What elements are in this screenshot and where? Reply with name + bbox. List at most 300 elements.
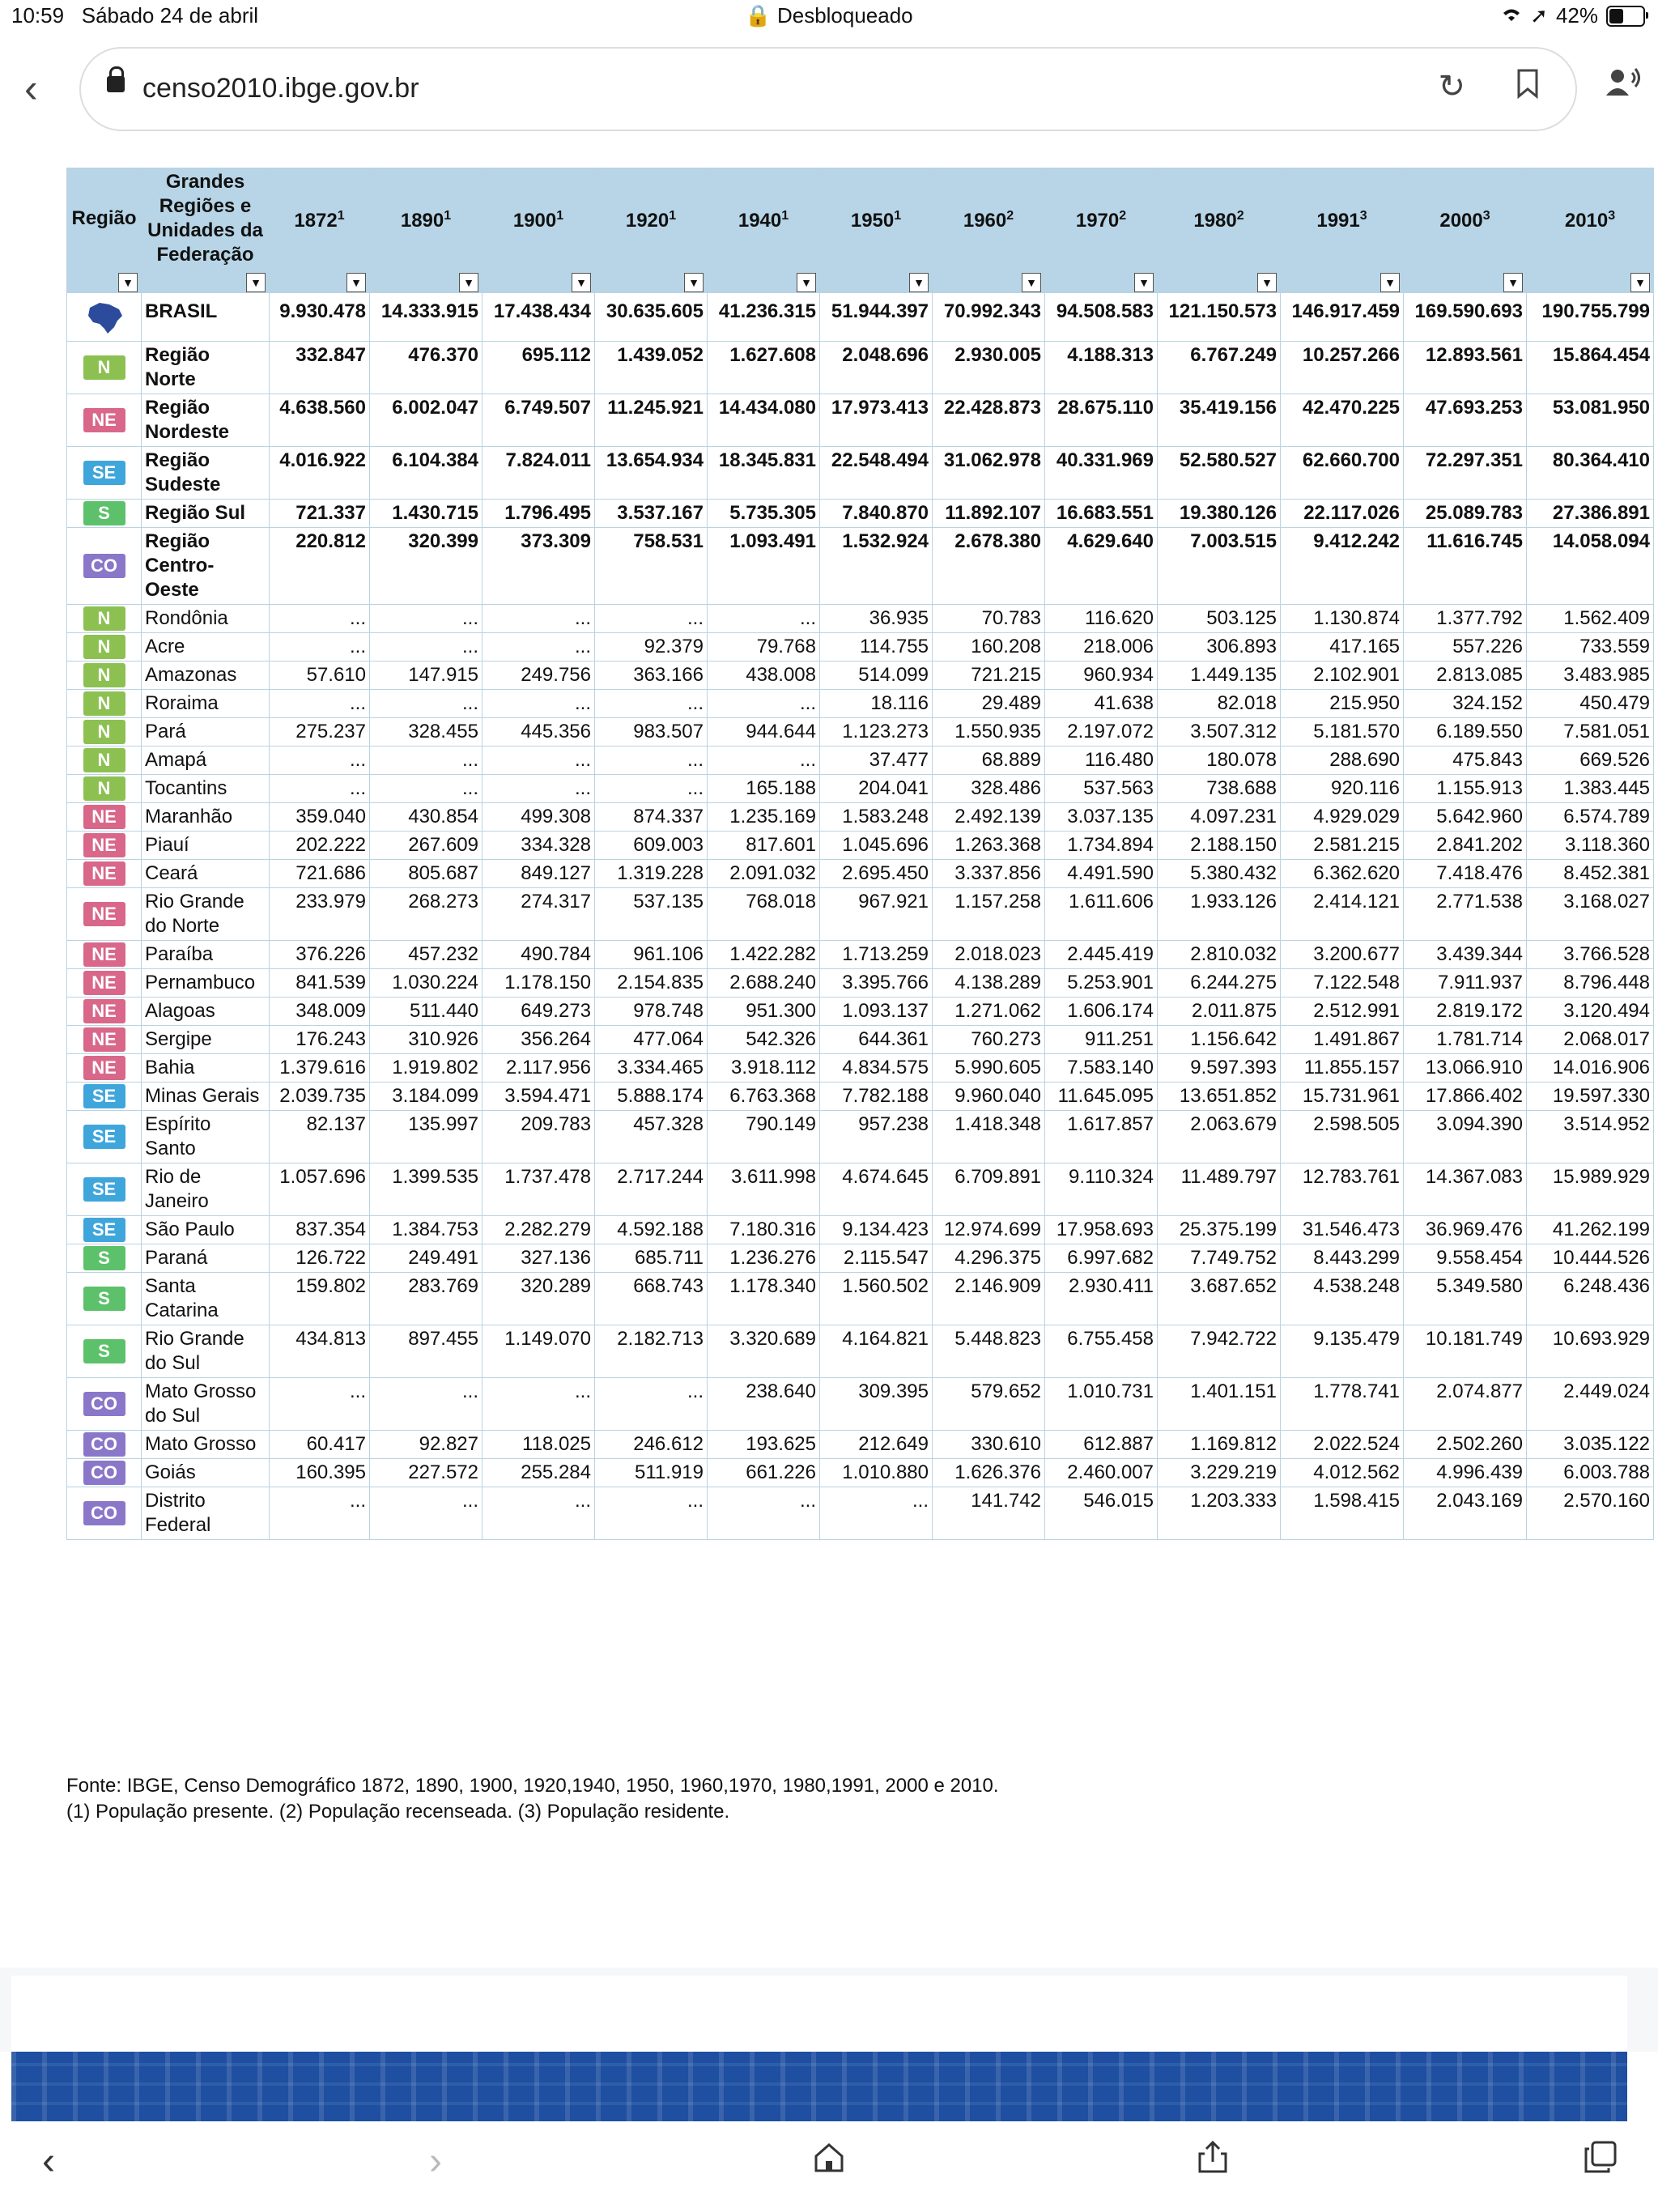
status-bar — [0, 0, 1658, 34]
population-value: 2.117.956 — [483, 1054, 595, 1083]
region-badge: NE — [83, 805, 125, 829]
table-row — [67, 803, 1654, 832]
region-name: Rio de Janeiro — [142, 1163, 270, 1216]
region-cell — [67, 1431, 142, 1459]
population-value: 951.300 — [708, 998, 820, 1026]
population-value: 6.709.891 — [933, 1163, 1045, 1216]
population-value: 176.243 — [270, 1026, 370, 1054]
table-row — [67, 528, 1654, 605]
population-value: 6.003.788 — [1527, 1459, 1654, 1487]
table-row — [67, 1244, 1654, 1273]
population-value: 434.813 — [270, 1325, 370, 1378]
population-value: 118.025 — [483, 1431, 595, 1459]
filter-dropdown-icon[interactable]: ▼ — [909, 273, 929, 292]
population-value: 288.690 — [1281, 747, 1404, 775]
region-badge: NE — [83, 942, 125, 967]
population-value: 2.102.901 — [1281, 661, 1404, 690]
population-value: 2.182.713 — [595, 1325, 708, 1378]
population-value: 4.996.439 — [1404, 1459, 1527, 1487]
population-value: 3.611.998 — [708, 1163, 820, 1216]
population-value: 3.439.344 — [1404, 941, 1527, 969]
table-row — [67, 1325, 1654, 1378]
population-value: 4.592.188 — [595, 1216, 708, 1244]
population-value: 238.640 — [708, 1378, 820, 1431]
population-value: 27.386.891 — [1527, 500, 1654, 528]
population-value: 204.041 — [820, 775, 933, 803]
filter-cell — [1045, 270, 1158, 293]
table-row — [67, 1216, 1654, 1244]
population-value: 92.827 — [370, 1431, 483, 1459]
population-value: 542.326 — [708, 1026, 820, 1054]
population-value: 911.251 — [1045, 1026, 1158, 1054]
population-value: 4.629.640 — [1045, 528, 1158, 605]
reader-voice-icon[interactable] — [1605, 66, 1642, 107]
population-value: ... — [483, 747, 595, 775]
population-value: 1.093.491 — [708, 528, 820, 605]
population-value: ... — [370, 605, 483, 633]
population-value: 359.040 — [270, 803, 370, 832]
population-value: 31.062.978 — [933, 447, 1045, 500]
population-value: 1.236.276 — [708, 1244, 820, 1273]
tabs-icon[interactable] — [1583, 2139, 1618, 2184]
region-cell — [67, 1459, 142, 1487]
region-badge: SE — [83, 1218, 125, 1242]
table-row — [67, 342, 1654, 394]
filter-cell — [933, 270, 1045, 293]
population-value: 10.181.749 — [1404, 1325, 1527, 1378]
population-value: 1.598.415 — [1281, 1487, 1404, 1540]
filter-cell — [708, 270, 820, 293]
region-name: Rondônia — [142, 605, 270, 633]
population-value: 121.150.573 — [1158, 293, 1281, 342]
filter-dropdown-icon[interactable]: ▼ — [1503, 273, 1523, 292]
region-cell — [67, 394, 142, 447]
region-badge: N — [83, 748, 125, 772]
population-value: 11.645.095 — [1045, 1083, 1158, 1111]
region-name: Espírito Santo — [142, 1111, 270, 1163]
population-value: 6.997.682 — [1045, 1244, 1158, 1273]
population-value: 2.011.875 — [1158, 998, 1281, 1026]
filter-dropdown-icon[interactable]: ▼ — [1630, 273, 1650, 292]
table-row — [67, 1111, 1654, 1163]
population-value: 3.687.652 — [1158, 1273, 1281, 1325]
population-value: 7.581.051 — [1527, 718, 1654, 747]
col-header-year: 1940$^1$ — [708, 168, 820, 270]
population-value: 2.445.419 — [1045, 941, 1158, 969]
population-value: 1.157.258 — [933, 888, 1045, 941]
population-value: 7.824.011 — [483, 447, 595, 500]
population-value: 159.802 — [270, 1273, 370, 1325]
population-value: 3.184.099 — [370, 1083, 483, 1111]
population-value: 3.483.985 — [1527, 661, 1654, 690]
population-value: 1.178.340 — [708, 1273, 820, 1325]
population-value: 363.166 — [595, 661, 708, 690]
filter-dropdown-icon[interactable]: ▼ — [246, 273, 266, 292]
population-value: 22.548.494 — [820, 447, 933, 500]
population-value: 283.769 — [370, 1273, 483, 1325]
col-header-year: 1970$^2$ — [1045, 168, 1158, 270]
population-value: ... — [370, 1378, 483, 1431]
population-value: 3.035.122 — [1527, 1431, 1654, 1459]
population-value: 3.507.312 — [1158, 718, 1281, 747]
region-cell — [67, 1244, 142, 1273]
region-name: Minas Gerais — [142, 1083, 270, 1111]
col-header-grandes-regioes: Grandes Regiões e Unidades da Federação — [142, 168, 270, 270]
population-value: 328.455 — [370, 718, 483, 747]
population-value: 10.693.929 — [1527, 1325, 1654, 1378]
population-value: 557.226 — [1404, 633, 1527, 661]
population-value: 457.232 — [370, 941, 483, 969]
col-header-year: 1900$^1$ — [483, 168, 595, 270]
population-value: 721.337 — [270, 500, 370, 528]
population-value: 116.480 — [1045, 747, 1158, 775]
region-name: Maranhão — [142, 803, 270, 832]
population-value: ... — [270, 775, 370, 803]
population-value: 438.008 — [708, 661, 820, 690]
region-badge: SE — [83, 461, 125, 485]
filter-cell — [67, 270, 142, 293]
population-value: 1.155.913 — [1404, 775, 1527, 803]
population-value: 4.491.590 — [1045, 860, 1158, 888]
region-cell — [67, 1083, 142, 1111]
population-value: 14.367.083 — [1404, 1163, 1527, 1216]
population-value: 2.813.085 — [1404, 661, 1527, 690]
population-value: 18.116 — [820, 690, 933, 718]
population-value: ... — [270, 1487, 370, 1540]
population-value: 373.309 — [483, 528, 595, 605]
region-badge: S — [83, 501, 125, 525]
population-value: 1.169.812 — [1158, 1431, 1281, 1459]
filter-dropdown-icon[interactable]: ▼ — [346, 273, 366, 292]
population-value: 2.018.023 — [933, 941, 1045, 969]
population-value: 14.333.915 — [370, 293, 483, 342]
population-value: 2.819.172 — [1404, 998, 1527, 1026]
region-name: Região Sudeste — [142, 447, 270, 500]
population-value: 499.308 — [483, 803, 595, 832]
region-name: BRASIL — [142, 293, 270, 342]
region-name: Goiás — [142, 1459, 270, 1487]
footnote-legend: (1) População presente. (2) População recenseada. (3) População residente. — [66, 1801, 730, 1823]
table-footnote — [66, 1773, 999, 1825]
population-value: 6.002.047 — [370, 394, 483, 447]
population-value: 477.064 — [595, 1026, 708, 1054]
population-value: 10.257.266 — [1281, 342, 1404, 394]
wifi-icon — [1501, 3, 1522, 28]
population-value: 2.146.909 — [933, 1273, 1045, 1325]
filter-cell — [1404, 270, 1527, 293]
region-cell — [67, 605, 142, 633]
region-name: Distrito Federal — [142, 1487, 270, 1540]
population-value: 82.137 — [270, 1111, 370, 1163]
col-header-year: 1991$^3$ — [1281, 168, 1404, 270]
region-cell — [67, 747, 142, 775]
population-value: 5.888.174 — [595, 1083, 708, 1111]
population-value: 3.320.689 — [708, 1325, 820, 1378]
population-value: 2.039.735 — [270, 1083, 370, 1111]
population-value: 2.688.240 — [708, 969, 820, 998]
population-value: 6.755.458 — [1045, 1325, 1158, 1378]
population-value: 417.165 — [1281, 633, 1404, 661]
population-value: 2.695.450 — [820, 860, 933, 888]
population-value: 202.222 — [270, 832, 370, 860]
population-value: 72.297.351 — [1404, 447, 1527, 500]
population-value: 11.855.157 — [1281, 1054, 1404, 1083]
region-badge: CO — [83, 1392, 125, 1416]
population-value: 3.037.135 — [1045, 803, 1158, 832]
back-icon[interactable]: ‹ — [42, 2140, 55, 2183]
header-row — [67, 168, 1654, 270]
population-value: 2.063.679 — [1158, 1111, 1281, 1163]
table-row — [67, 1487, 1654, 1540]
population-value: 579.652 — [933, 1378, 1045, 1431]
population-value: ... — [370, 633, 483, 661]
population-value: 7.840.870 — [820, 500, 933, 528]
region-name: Amapá — [142, 747, 270, 775]
region-badge: N — [83, 776, 125, 801]
population-value: 2.460.007 — [1045, 1459, 1158, 1487]
population-value: 141.742 — [933, 1487, 1045, 1540]
region-name: Região Centro-Oeste — [142, 528, 270, 605]
population-value: 967.921 — [820, 888, 933, 941]
population-value: 40.331.969 — [1045, 447, 1158, 500]
population-value: 2.841.202 — [1404, 832, 1527, 860]
population-value: 1.384.753 — [370, 1216, 483, 1244]
population-value: 3.168.027 — [1527, 888, 1654, 941]
population-value: 3.334.465 — [595, 1054, 708, 1083]
population-value: 1.203.333 — [1158, 1487, 1281, 1540]
population-value: 475.843 — [1404, 747, 1527, 775]
back-chevron-icon[interactable]: ‹ — [24, 66, 38, 111]
region-cell — [67, 1325, 142, 1378]
population-value: 4.296.375 — [933, 1244, 1045, 1273]
population-value: 430.854 — [370, 803, 483, 832]
population-value: 52.580.527 — [1158, 447, 1281, 500]
population-value: 457.328 — [595, 1111, 708, 1163]
reload-icon[interactable]: ↻ — [1438, 69, 1465, 104]
forward-icon[interactable]: › — [429, 2140, 442, 2183]
population-value: 9.930.478 — [270, 293, 370, 342]
filter-row — [67, 270, 1654, 293]
population-value: 2.197.072 — [1045, 718, 1158, 747]
population-value: 733.559 — [1527, 633, 1654, 661]
population-value: 320.289 — [483, 1273, 595, 1325]
bookmark-icon[interactable] — [1516, 68, 1540, 107]
population-value: 445.356 — [483, 718, 595, 747]
col-header-year: 2010$^3$ — [1527, 168, 1654, 270]
region-badge: NE — [83, 1027, 125, 1052]
address-bar[interactable] — [79, 47, 1577, 131]
table-row — [67, 1083, 1654, 1111]
population-value: 695.112 — [483, 342, 595, 394]
region-cell — [67, 633, 142, 661]
filter-dropdown-icon[interactable]: ▼ — [1257, 273, 1277, 292]
filter-dropdown-icon[interactable]: ▼ — [1380, 273, 1400, 292]
population-value: 220.812 — [270, 528, 370, 605]
region-cell — [67, 775, 142, 803]
population-value: 17.438.434 — [483, 293, 595, 342]
region-badge: CO — [83, 1461, 125, 1485]
population-value: 2.154.835 — [595, 969, 708, 998]
lock-icon — [107, 76, 125, 92]
region-cell — [67, 832, 142, 860]
region-name: Ceará — [142, 860, 270, 888]
population-value: 22.117.026 — [1281, 500, 1404, 528]
region-cell — [67, 1111, 142, 1163]
population-value: 42.470.225 — [1281, 394, 1404, 447]
region-badge: N — [83, 606, 125, 631]
page-gap — [0, 1967, 1658, 2052]
population-value: 7.942.722 — [1158, 1325, 1281, 1378]
population-value: 661.226 — [708, 1459, 820, 1487]
population-value: 1.010.880 — [820, 1459, 933, 1487]
population-value: 180.078 — [1158, 747, 1281, 775]
region-name: Alagoas — [142, 998, 270, 1026]
population-value: 15.989.929 — [1527, 1163, 1654, 1216]
filter-cell — [270, 270, 370, 293]
population-value: 70.783 — [933, 605, 1045, 633]
region-cell — [67, 941, 142, 969]
region-badge: N — [83, 663, 125, 687]
population-value: 1.778.741 — [1281, 1378, 1404, 1431]
population-value: 4.834.575 — [820, 1054, 933, 1083]
population-value: 11.892.107 — [933, 500, 1045, 528]
population-value: 11.489.797 — [1158, 1163, 1281, 1216]
population-value: 1.781.714 — [1404, 1026, 1527, 1054]
region-badge: S — [83, 1287, 125, 1311]
filter-dropdown-icon[interactable]: ▼ — [572, 273, 591, 292]
population-value: 190.755.799 — [1527, 293, 1654, 342]
population-value: 1.401.151 — [1158, 1378, 1281, 1431]
population-value: 275.237 — [270, 718, 370, 747]
table-row — [67, 633, 1654, 661]
region-badge: NE — [83, 1056, 125, 1080]
population-value: 356.264 — [483, 1026, 595, 1054]
share-icon[interactable] — [1197, 2139, 1229, 2184]
population-value: 3.395.766 — [820, 969, 933, 998]
region-cell — [67, 447, 142, 500]
population-value: 41.262.199 — [1527, 1216, 1654, 1244]
population-value: 2.717.244 — [595, 1163, 708, 1216]
region-name: Bahia — [142, 1054, 270, 1083]
population-value: 1.611.606 — [1045, 888, 1158, 941]
population-value: 1.627.608 — [708, 342, 820, 394]
table-row — [67, 969, 1654, 998]
filter-cell — [1281, 270, 1404, 293]
population-value: ... — [595, 775, 708, 803]
population-value: 8.796.448 — [1527, 969, 1654, 998]
filter-dropdown-icon[interactable]: ▼ — [118, 273, 138, 292]
table-row — [67, 1054, 1654, 1083]
population-value: ... — [483, 1487, 595, 1540]
population-value: 7.749.752 — [1158, 1244, 1281, 1273]
population-value: ... — [270, 633, 370, 661]
filter-dropdown-icon[interactable]: ▼ — [1022, 273, 1041, 292]
population-value: 327.136 — [483, 1244, 595, 1273]
population-value: ... — [595, 690, 708, 718]
population-value: 332.847 — [270, 342, 370, 394]
population-value: 233.979 — [270, 888, 370, 941]
population-value: 450.479 — [1527, 690, 1654, 718]
population-value: 31.546.473 — [1281, 1216, 1404, 1244]
table-row — [67, 661, 1654, 690]
population-value: 2.598.505 — [1281, 1111, 1404, 1163]
population-value: 2.074.877 — [1404, 1378, 1527, 1431]
table-row — [67, 1163, 1654, 1216]
population-value: 47.693.253 — [1404, 394, 1527, 447]
population-value: ... — [370, 747, 483, 775]
population-value: 12.783.761 — [1281, 1163, 1404, 1216]
status-lock-text: Desbloqueado — [776, 3, 913, 28]
population-value: 837.354 — [270, 1216, 370, 1244]
population-value: 1.235.169 — [708, 803, 820, 832]
population-value: 1.560.502 — [820, 1273, 933, 1325]
population-value: 160.208 — [933, 633, 1045, 661]
population-value: 1.532.924 — [820, 528, 933, 605]
population-value: 146.917.459 — [1281, 293, 1404, 342]
population-value: 790.149 — [708, 1111, 820, 1163]
population-value: 721.686 — [270, 860, 370, 888]
table-row — [67, 1026, 1654, 1054]
population-value: 4.638.560 — [270, 394, 370, 447]
filter-dropdown-icon[interactable]: ▼ — [797, 273, 816, 292]
population-value: 320.399 — [370, 528, 483, 605]
region-name: Mato Grosso — [142, 1431, 270, 1459]
population-value: 30.635.605 — [595, 293, 708, 342]
population-value: 227.572 — [370, 1459, 483, 1487]
region-cell — [67, 998, 142, 1026]
region-cell — [67, 1026, 142, 1054]
region-name: Região Norte — [142, 342, 270, 394]
population-value: 7.003.515 — [1158, 528, 1281, 605]
population-value: 1.583.248 — [820, 803, 933, 832]
population-value: 14.058.094 — [1527, 528, 1654, 605]
population-value: 215.950 — [1281, 690, 1404, 718]
population-value: 669.526 — [1527, 747, 1654, 775]
filter-dropdown-icon[interactable]: ▼ — [459, 273, 478, 292]
population-value: 4.188.313 — [1045, 342, 1158, 394]
population-value: ... — [483, 775, 595, 803]
region-badge: N — [83, 691, 125, 716]
population-value: 6.104.384 — [370, 447, 483, 500]
filter-dropdown-icon[interactable]: ▼ — [684, 273, 704, 292]
population-value: 37.477 — [820, 747, 933, 775]
population-value: ... — [483, 605, 595, 633]
population-value: ... — [370, 775, 483, 803]
population-value: 11.245.921 — [595, 394, 708, 447]
table-row — [67, 1431, 1654, 1459]
population-value: 330.610 — [933, 1431, 1045, 1459]
population-value: 41.236.315 — [708, 293, 820, 342]
population-value: 1.439.052 — [595, 342, 708, 394]
table-row — [67, 832, 1654, 860]
home-icon[interactable] — [813, 2139, 845, 2184]
population-value: 19.380.126 — [1158, 500, 1281, 528]
population-value: 6.574.789 — [1527, 803, 1654, 832]
region-name: Paraíba — [142, 941, 270, 969]
population-value: 721.215 — [933, 661, 1045, 690]
region-badge: NE — [83, 408, 125, 432]
population-value: 70.992.343 — [933, 293, 1045, 342]
region-cell — [67, 661, 142, 690]
population-value: 82.018 — [1158, 690, 1281, 718]
population-value: 4.164.821 — [820, 1325, 933, 1378]
population-value: 1.734.894 — [1045, 832, 1158, 860]
region-name: Pará — [142, 718, 270, 747]
filter-dropdown-icon[interactable]: ▼ — [1134, 273, 1154, 292]
population-value: 1.919.802 — [370, 1054, 483, 1083]
population-value: 9.134.423 — [820, 1216, 933, 1244]
population-value: 2.810.032 — [1158, 941, 1281, 969]
